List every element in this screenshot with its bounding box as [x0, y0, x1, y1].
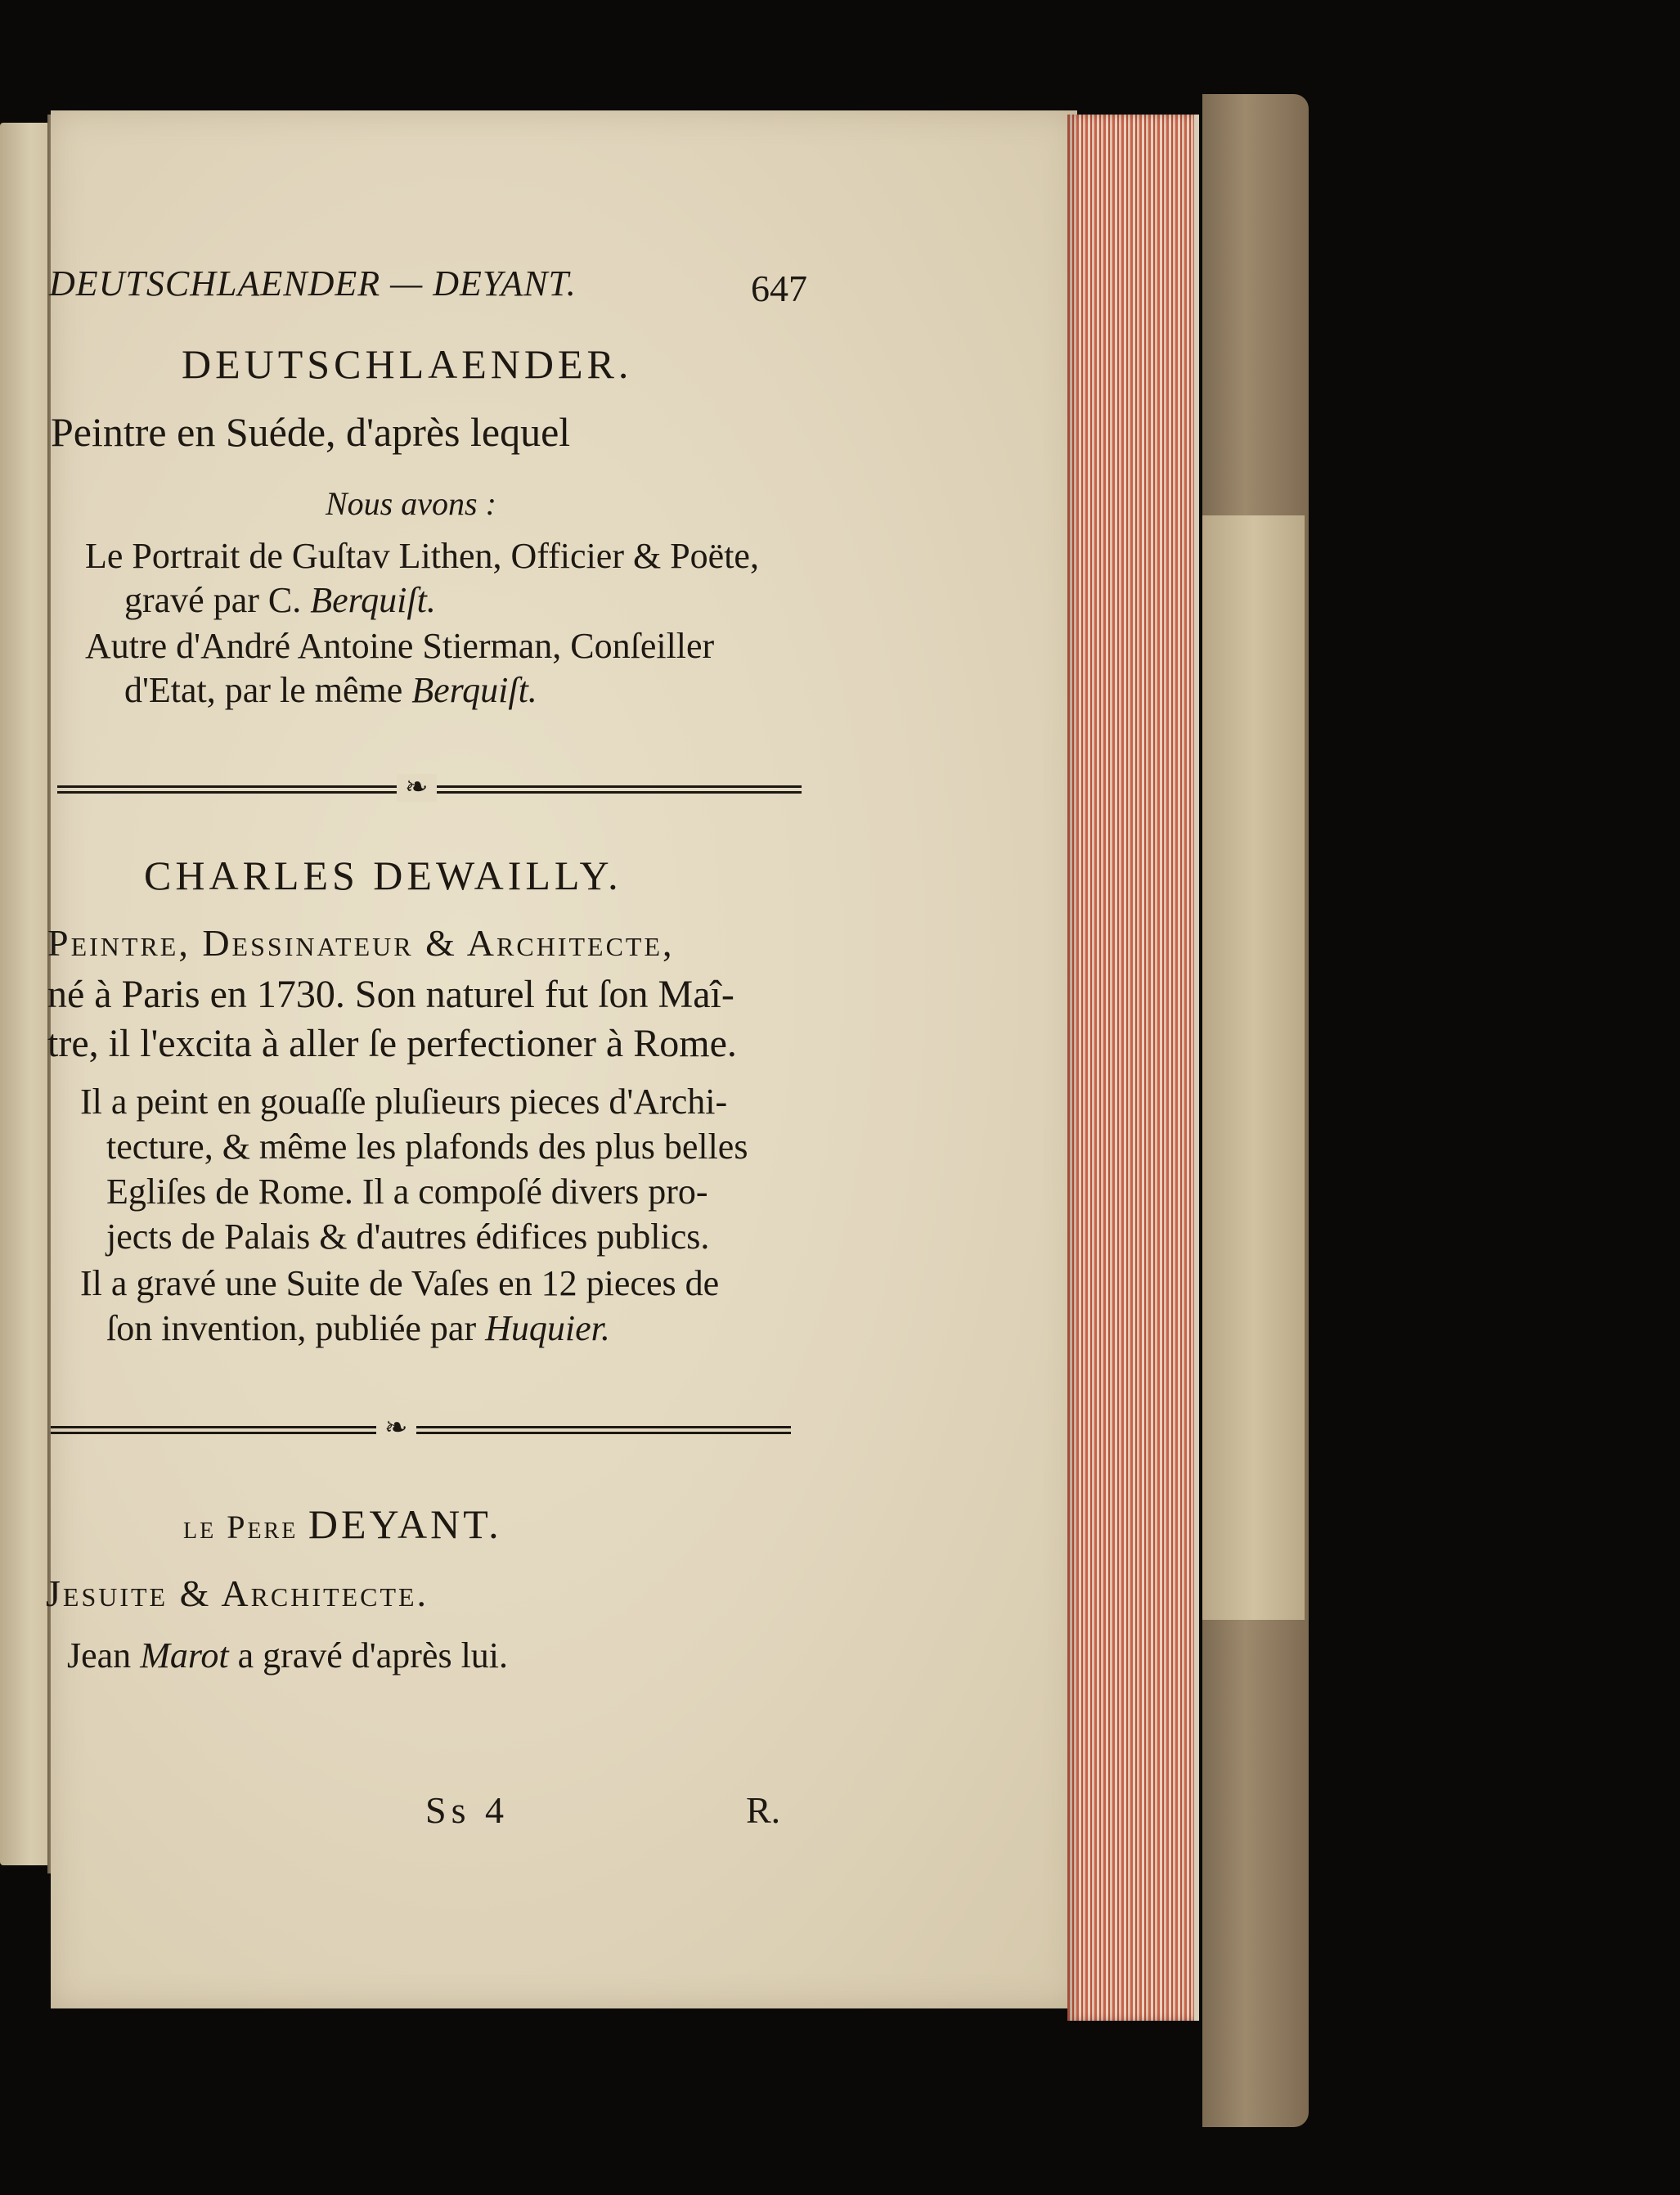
- divider-ornament-2: ❧: [376, 1415, 416, 1442]
- entry-3-title-prefix: le Pere: [183, 1509, 299, 1545]
- entry-2-line-3: tre, il l'excita à aller ſe perfectioner à Rome.: [47, 1022, 737, 1065]
- catchword: R.: [746, 1789, 781, 1831]
- entry-2-profession: Peintre, Dessinateur & Architecte,: [47, 922, 675, 964]
- entry-1-item-2-cont: [124, 672, 537, 708]
- entry-2-para-1-c: Egliſes de Rome. Il a compoſé divers pro-: [106, 1172, 708, 1212]
- engraver-name-2: Berquiſt.: [411, 670, 537, 710]
- entry-2-para-1-d: jects de Palais & d'autres édifices publics.: [106, 1217, 710, 1257]
- divider-rule-2: [51, 1426, 791, 1434]
- entry-heading-deutschlaender: DEUTSCHLAENDER.: [182, 341, 633, 387]
- entry-3-line-2: [67, 1635, 509, 1675]
- running-header-title: DEUTSCHLAENDER — DEYANT.: [49, 263, 577, 304]
- entry-1-item-1-cont: [124, 582, 436, 618]
- entry-heading-deyant: [183, 1501, 502, 1547]
- publisher-name: Huquier.: [485, 1308, 610, 1348]
- signature-mark: Ss 4: [425, 1789, 509, 1831]
- entry-2-para-2-a: Il a gravé une Suite de Vaſes en 12 pieces de: [80, 1263, 720, 1303]
- entry-heading-dewailly: CHARLES DEWAILLY.: [144, 852, 622, 898]
- entry-3-name: DEYANT.: [308, 1501, 502, 1547]
- entry-2-line-2: né à Paris en 1730. Son naturel fut ſon Maî-: [47, 973, 734, 1016]
- engraver-prefix: gravé par C.: [124, 580, 302, 620]
- entry-1-item-1: Le Portrait de Guſtav Lithen, Officier & Poëte,: [85, 536, 759, 576]
- page-number: 647: [751, 268, 807, 309]
- entry-3-profession: Jesuite & Architecte.: [46, 1572, 429, 1614]
- entry-1-item-2: Autre d'André Antoine Stierman, Conſeiller: [85, 626, 715, 666]
- divider-ornament-1: ❧: [397, 774, 437, 802]
- engraver-prefix-2: d'Etat, par le même: [124, 670, 403, 710]
- engraver-name: Berquiſt.: [310, 580, 436, 620]
- entry-2-para-1-b: tecture, & même les plafonds des plus belles: [106, 1127, 748, 1167]
- entry-2-para-1-a: Il a peint en gouaſſe pluſieurs pieces d'Archi-: [80, 1082, 728, 1122]
- entry-3-engraver: Marot: [140, 1635, 229, 1675]
- nous-avons-label: Nous avons :: [326, 485, 496, 522]
- entry-3-suffix: a gravé d'après lui.: [237, 1635, 509, 1675]
- entry-2-para-2-b: [106, 1308, 610, 1348]
- publisher-prefix: ſon invention, publiée par: [106, 1308, 477, 1348]
- entry-3-prefix: Jean: [67, 1635, 132, 1675]
- entry-1-description: Peintre en Suéde, d'après lequel: [51, 409, 571, 455]
